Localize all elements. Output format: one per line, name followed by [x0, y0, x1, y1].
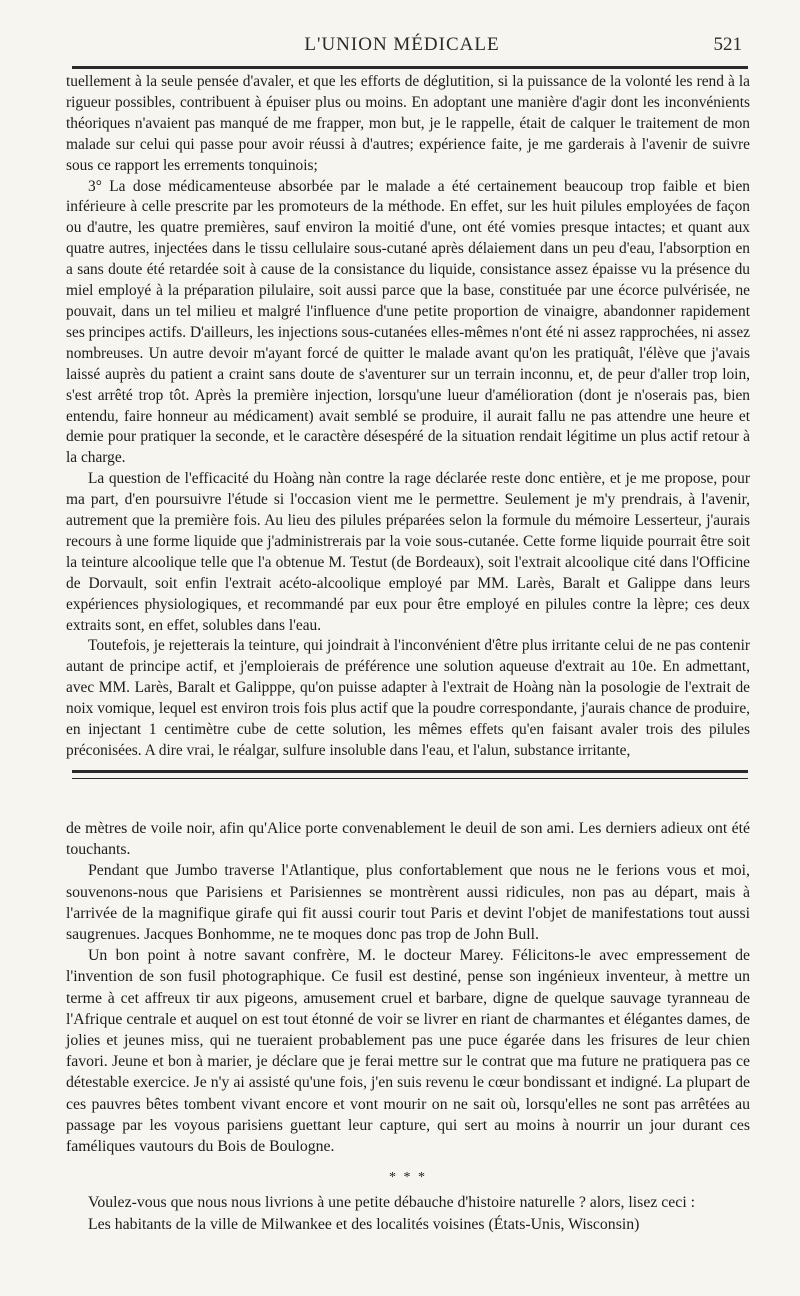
- article-paragraph-2: 3° La dose médicamenteuse absorbée par le malade a été certainement beaucoup trop faible et bien inférieure à celle prescrite par les promoteurs de la méthode. En effet, sur les huit pilules employées de façon ou d'autre, les quatre premières, sauf environ la moitié d'une, ont été vomies presque intactes; et quant aux quatre autres, injectées dans le tissu cellulaire sous-cutané après délaiement dans un peu d'eau, l'absorption en a sans doute été retardée soit à cause de la consistance du liquide, consistance assez épaisse vu la présence du miel employé à la préparation pilulaire, soit aussi parce que la base, constituée par une écorce pulvérisée, ne pouvait, dans un tel milieu et malgré l'influence d'une petite proportion de vinaigre, abandonner rapidement ses principes actifs. D'ailleurs, les injections sous-cutanées elles-mêmes n'ont été ni assez rapprochées, ni assez nombreuses. Un autre devoir m'ayant forcé de quitter le malade avant qu'on les pratiquât, l'élève que j'avais laissé auprès du patient a craint sans doute de s'aventurer sur un terrain inconnu, et, de peur d'aller trop loin, s'est arrêté trop tôt. Après la première injection, lorsqu'une lueur d'amélioration (dont je n'oserais pas, bien entendu, faire honneur au médicament) avait semblé se produire, il aurait fallu ne pas attendre une heure et demie pour pratiquer la seconde, et le caractère désespéré de la situation rendait légitime un plus actif retour à la charge.: [66, 177, 750, 467]
- feuilleton-section: [66, 818, 750, 1235]
- article-paragraph-1: tuellement à la seule pensée d'avaler, et que les efforts de déglutition, si la puissance de la volonté les rend à la rigueur possibles, contribuent à épuiser plus ou moins. En adoptant une manière d'agir dont les inconvénients théoriques n'avaient pas manqué de me frapper, mon but, je le rappelle, était de calquer le traitement de mon malade sur celui qui passe pour avoir réussi à d'autres; expérience faite, je me garderais à l'avenir de suivre sous ce rapport les errements tonquinois;: [66, 73, 750, 174]
- running-header: [60, 30, 744, 60]
- article-paragraph-3: La question de l'efficacité du Hoàng nàn contre la rage déclarée reste donc entière, et je me propose, pour ma part, d'en poursuivre l'étude si l'occasion vient me le permettre. Seulement je m'y prendrais, à l'avenir, autrement que la première fois. Au lieu des pilules préparées selon la formule du mémoire Lesserteur, j'aurais recours à une forme liquide que j'administrerais par la voie sous-cutanée. Cette forme liquide pourrait être soit la teinture alcoolique telle que l'a obtenue M. Testut (de Bordeaux), soit l'extrait alcoolique cité dans l'Officine de Dorvault, soit enfin l'extrait acéto-alcoolique employé par MM. Larès, Baralt et Galippe dans leurs expériences physiologiques, et recommandé par eux pour être employé en pilules contre la lèpre; ces deux extraits sont, en effet, solubles dans l'eau.: [66, 470, 750, 634]
- feuilleton-paragraph-1: de mètres de voile noir, afin qu'Alice porte convenablement le deuil de son ami. Les derniers adieux ont été touchants.: [66, 820, 750, 859]
- article-paragraph-4: Toutefois, je rejetterais la teinture, qui joindrait à l'inconvénient d'être plus irritante celui de ne pas contenir autant de principe actif, et j'emploierais de préférence une solution aqueuse d'extrait au 10e. En admettant, avec MM. Larès, Baralt et Galipppe, qu'on puisse adapter à l'extrait de Hoàng nàn la posologie de l'extrait de noix vomique, lequel est environ trois fois plus actif que la poudre correspondante, j'aurais chance de produire, en injectant 1 centimètre cube de cette solution, les mêmes effets qu'en faisant avaler trois des pilules préconisées. A dire vrai, le réalgar, sulfure insoluble dans l'eau, et l'alun, substance irritante,: [66, 637, 750, 759]
- feuilleton-paragraph-5: Les habitants de la ville de Milwankee et des localités voisines (États-Unis, Wisconsin): [88, 1215, 640, 1233]
- header-rule: [72, 66, 748, 69]
- feuilleton-paragraph-4: Voulez-vous que nous nous livrions à une petite débauche d'histoire naturelle ? alors, lisez ceci :: [88, 1194, 696, 1212]
- section-divider-thick: [72, 770, 748, 773]
- section-divider-thin: [72, 778, 748, 779]
- feuilleton-paragraph-3: Un bon point à notre savant confrère, M. le docteur Marey. Félicitons-le avec empressement de l'invention de son fusil photographique. Ce fusil est destiné, pense son ingénieux inventeur, à mettre un terme à cet affreux tir aux pigeons, amusement cruel et barbare, digne de quelque sauvage tyranneau de l'Afrique centrale et auquel on est tout étonné de voir se livrer en riant de charmantes et élégantes dames, de jolies et jeunes miss, qui ne tueraient probablement pas une puce égarée dans les frisures de leur chien favori. Jeune et bon à marier, je déclare que je ferai mettre sur le contrat que ma future ne pratiquera pas ce détestable exercice. Je n'y ai assisté qu'une fois, j'en suis revenu le cœur bondissant et indigné. La plupart de ces pauvres bêtes tombent vivant encore et vont mourir on ne sait où, lorsqu'elles ne sont pas arrêtées au passage par les voyous parisiens guettant leur capture, qui sert au moins à nourrir un jour durant ces faméliques vautours du Bois de Boulogne.: [66, 947, 750, 1156]
- page-number: 521: [713, 34, 742, 55]
- asterism-separator: * * *: [389, 1170, 427, 1186]
- feuilleton-paragraph-2: Pendant que Jumbo traverse l'Atlantique, plus confortablement que nous ne le ferions vous et moi, souvenons-nous que Parisiens et Parisiennes se montrèrent aussi ridicules, non pas au départ, mais à l'arrivée de la magnifique girafe qui fit aussi courir tout Paris et devint l'objet de manifestations tout aussi saugrenues. Jacques Bonhomme, ne te moques donc pas trop de John Bull.: [66, 862, 750, 944]
- journal-title: L'UNION MÉDICALE: [304, 34, 500, 55]
- main-article: [66, 72, 750, 762]
